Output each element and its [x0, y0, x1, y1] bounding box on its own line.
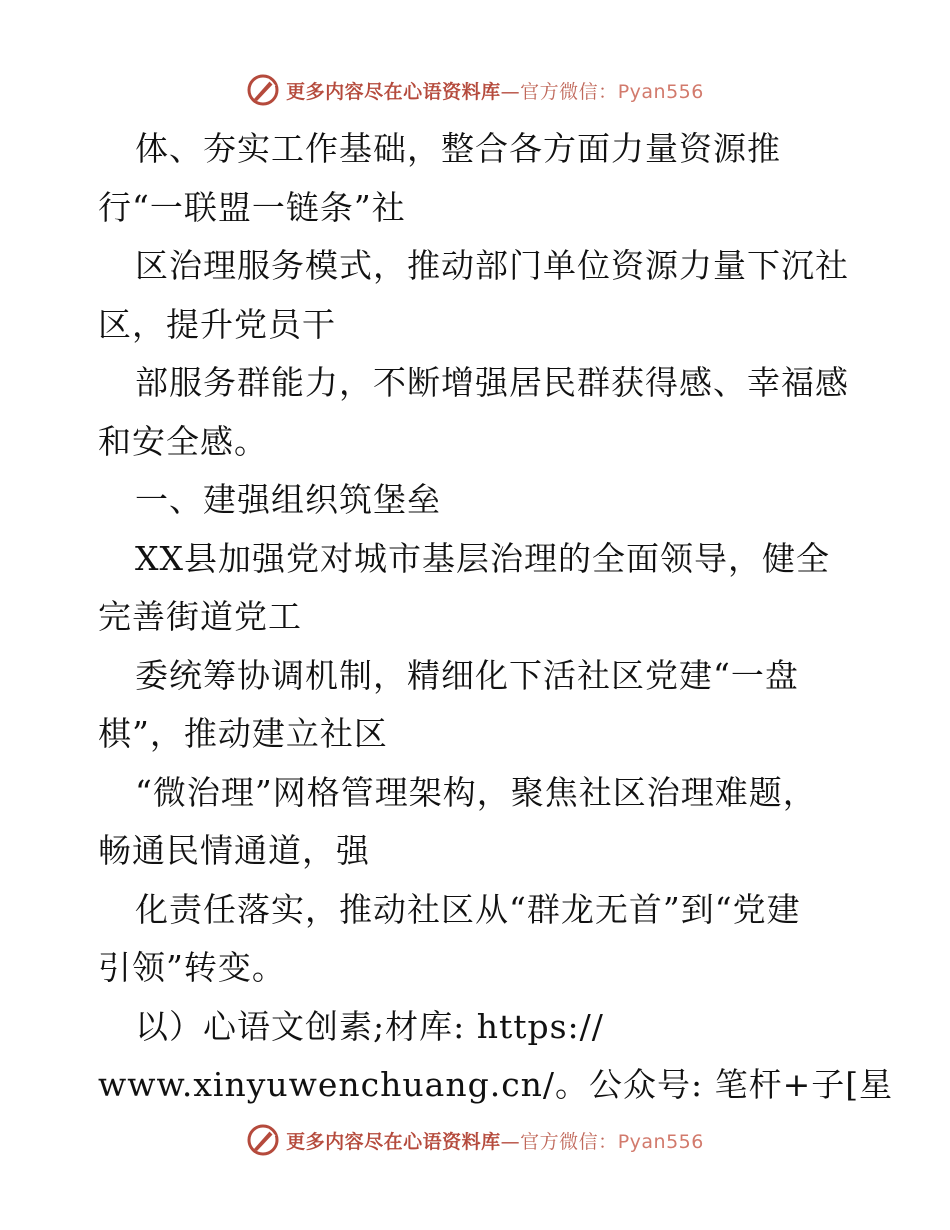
text-line-1: 体、夯实工作基础，整合各方面力量资源推 — [135, 129, 781, 168]
quill-pen-logo-icon — [246, 73, 280, 107]
text-line-12: “微治理”网格管理架构，聚焦社区治理难题， — [135, 772, 817, 812]
text-line-3: 区治理服务模式，推动部门单位资源力量下沉社 — [135, 246, 849, 285]
text-line-14: 化责任落实，推动社区从“群龙无首”到“党建 — [135, 889, 801, 929]
section-heading: 一、建强组织筑堡垒 — [135, 480, 441, 519]
banner-dash: — — [500, 80, 521, 103]
text-line-2: 行“一联盟一链条”社 — [98, 187, 406, 227]
footer-banner-wechat-label: 官方微信： — [520, 1130, 618, 1153]
quill-pen-logo-icon — [246, 1123, 280, 1157]
text-line-16: 以）心语文创素;材库: https:// — [135, 1006, 604, 1046]
footer-banner-text — [286, 1127, 704, 1154]
banner-wechat-label: 官方微信： — [520, 80, 618, 103]
text-line-6: 和安全感。 — [98, 421, 268, 461]
footer-banner-brand: 更多内容尽在心语资料库 — [286, 1130, 501, 1153]
text-line-4: 区，提升党员干 — [98, 304, 336, 344]
text-line-5: 部服务群能力，不断增强居民群获得感、幸福感 — [135, 363, 849, 402]
footer-banner-dash: — — [500, 1130, 521, 1153]
footer-banner — [0, 1120, 950, 1160]
text-line-11: 棋”，推动建立社区 — [98, 714, 388, 753]
text-line-10: 委统筹协调机制，精细化下活社区党建“一盘 — [135, 655, 799, 695]
text-line-8: XX县加强党对城市基层治理的全面领导，健全 — [135, 538, 830, 578]
banner-brand: 更多内容尽在心语资料库 — [286, 80, 501, 103]
footer-banner-wechat-id: Pyan556 — [617, 1130, 704, 1153]
text-line-9: 完善街道党工 — [98, 597, 302, 636]
header-banner — [0, 70, 950, 110]
text-line-13: 畅通民情通道，强 — [98, 831, 370, 870]
banner-wechat-id: Pyan556 — [617, 80, 704, 103]
header-banner-text — [286, 77, 704, 104]
text-line-17: www.xinyuwenchuang.cn/。公众号: 笔杆+子[星 — [98, 1065, 894, 1104]
document-body — [98, 120, 894, 1115]
text-line-15: 引领”转变。 — [98, 948, 286, 987]
